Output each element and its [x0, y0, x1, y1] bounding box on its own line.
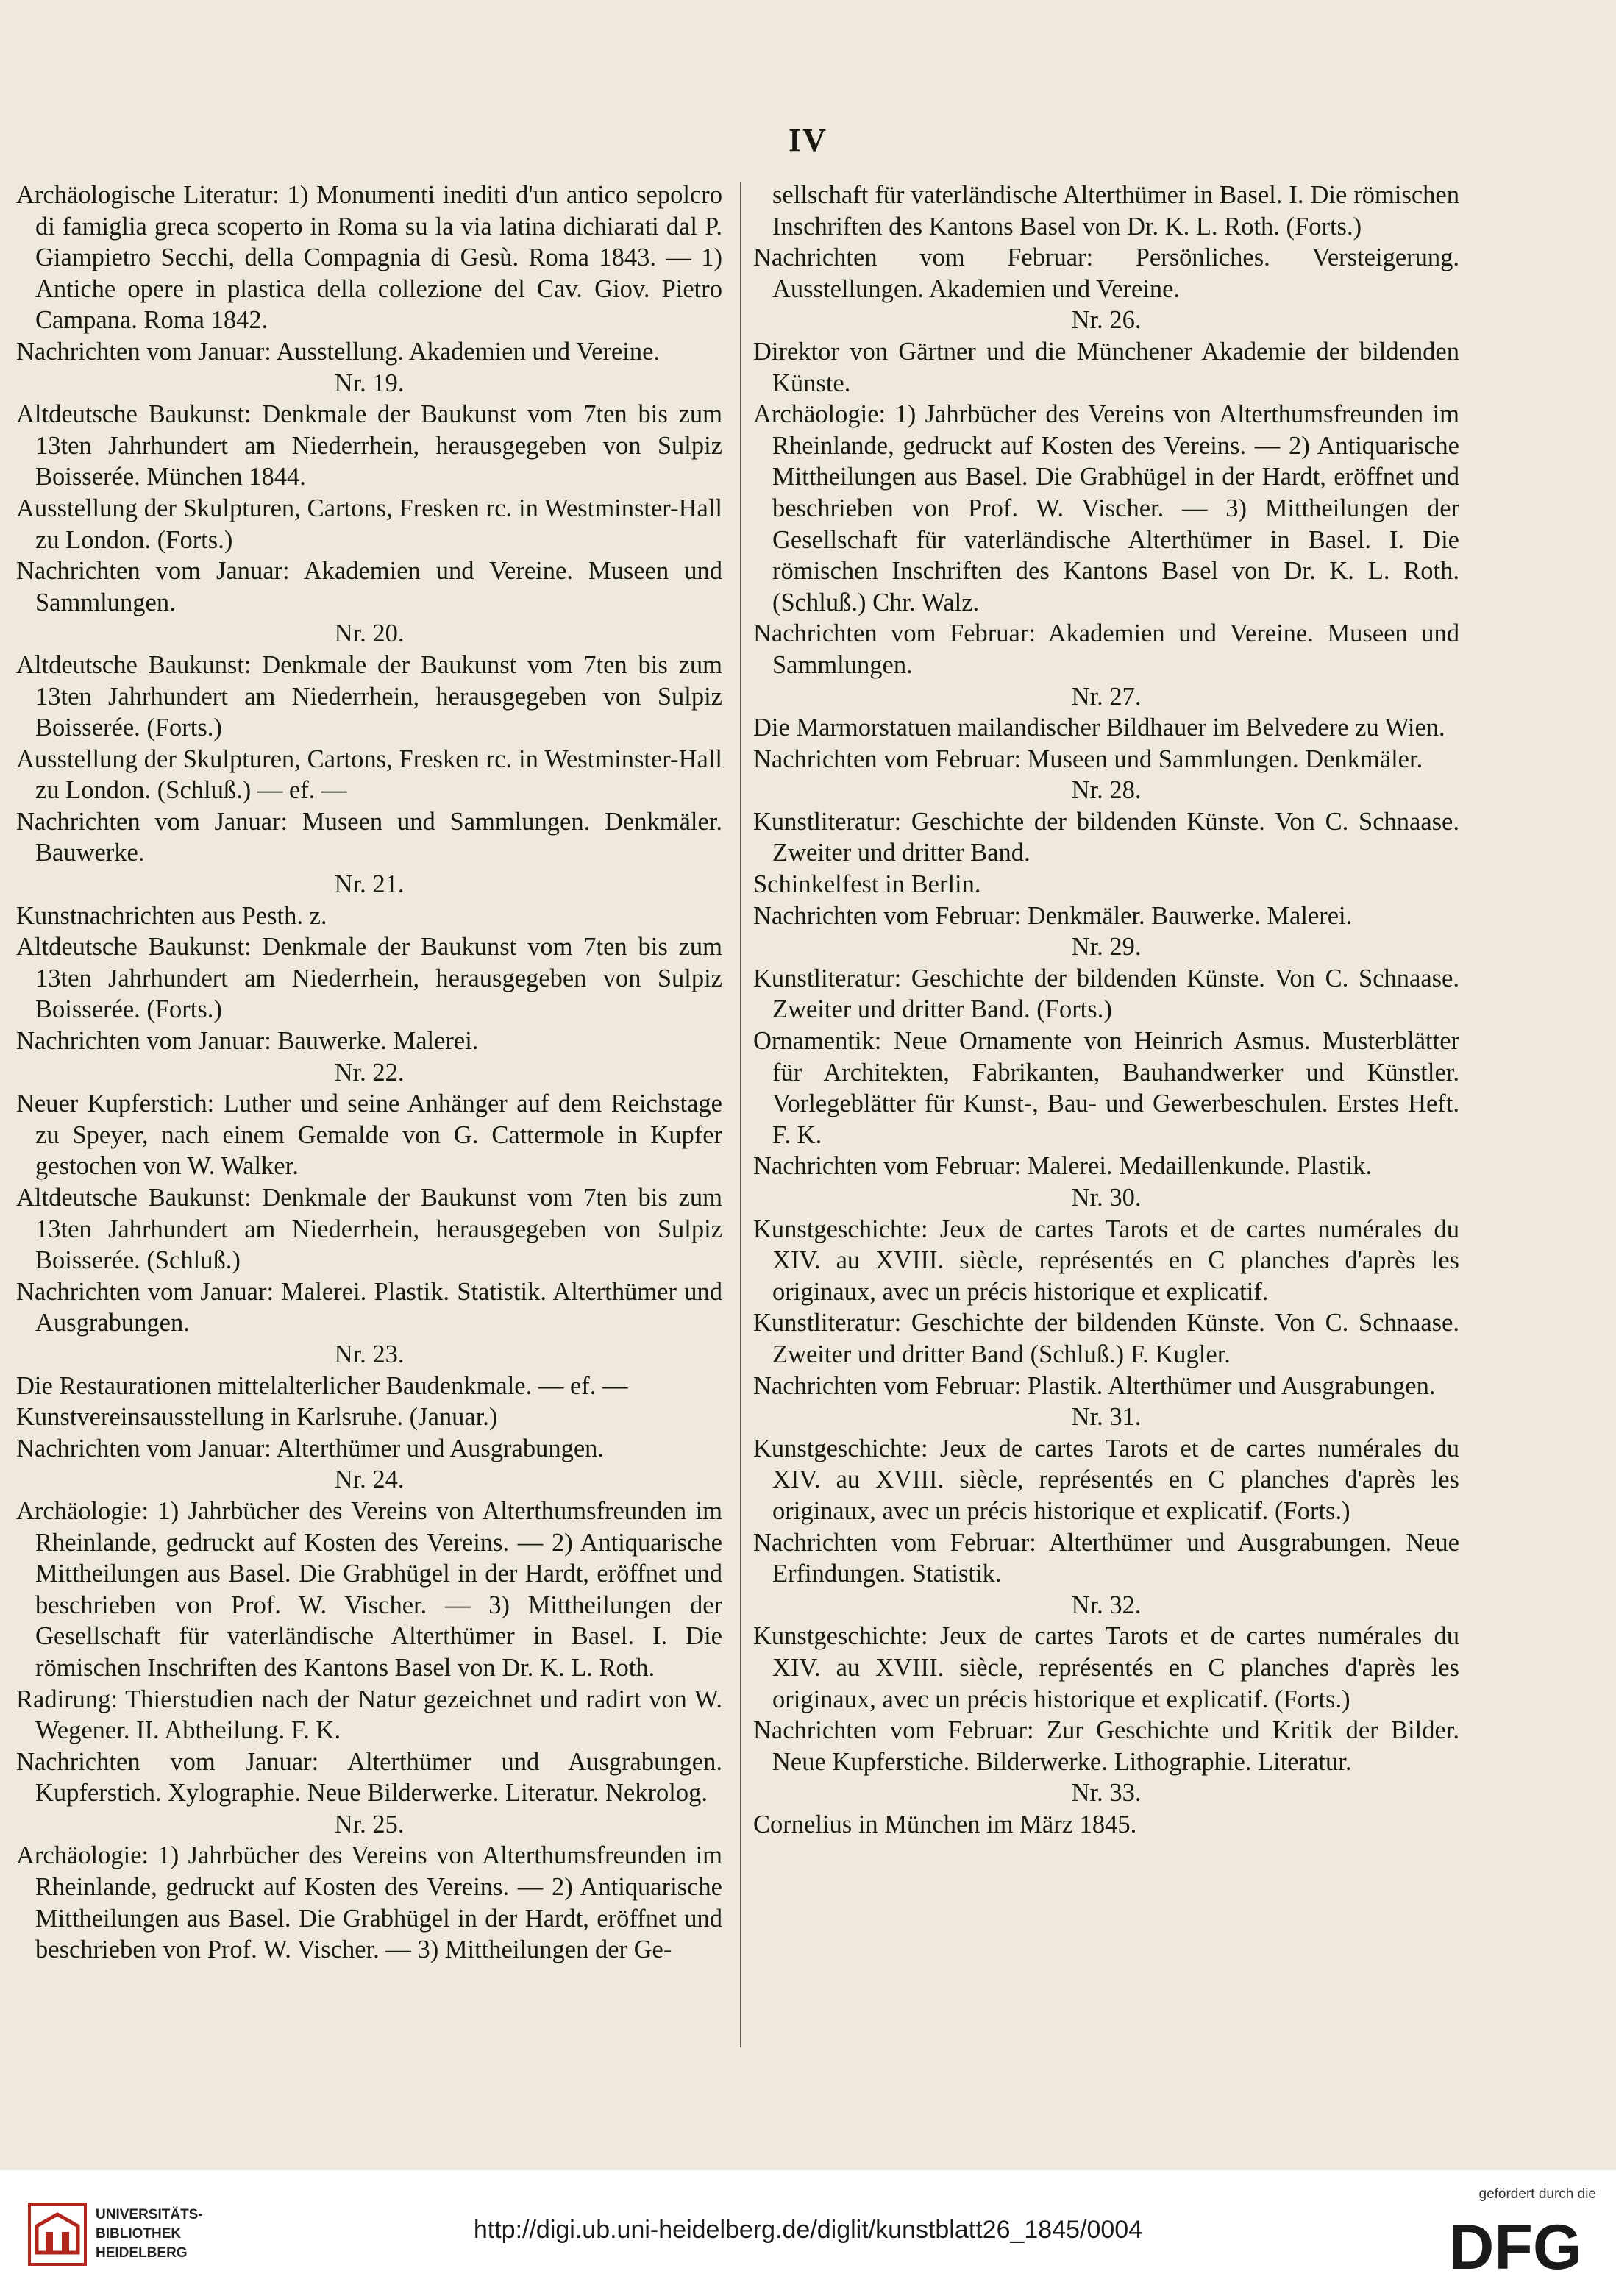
- contents-entry: Die Restaurationen mittelalterlicher Baudenkmale. — ef. —: [16, 1371, 628, 1400]
- logo-line-2: BIBLIOTHEK: [96, 2226, 182, 2242]
- contents-entry: Nachrichten vom Januar: Bauwerke. Malerei.: [16, 1027, 479, 1056]
- permalink-url[interactable]: http://digi.ub.uni-heidelberg.de/diglit/kunstblatt26_1845/0004: [473, 2216, 1143, 2244]
- contents-entry: Cornelius in München im März 1845.: [753, 1810, 1137, 1838]
- contents-entry: Kunstgeschichte: Jeux de cartes Tarots et de cartes numérales du XIV. au XVIII. siècle, représentés en C planches d'après les originaux, avec un précis historique et explicatif.: [753, 1215, 1459, 1306]
- dfg-logo[interactable]: [1434, 2207, 1596, 2281]
- contents-entry: Kunstliteratur: Geschichte der bildenden Künste. Von C. Schnaase. Zweiter und dritter Band (Schluß.) F. Kugler.: [753, 1309, 1459, 1368]
- contents-entry: Nachrichten vom Januar: Akademien und Vereine. Museen und Sammlungen.: [16, 557, 722, 616]
- contents-entry: sellschaft für vaterländische Alterthümer in Basel. I. Die römischen Inschriften des Kantons Basel von Dr. K. L. Roth. (Forts.): [772, 181, 1459, 241]
- contents-entry: Kunstgeschichte: Jeux de cartes Tarots et de cartes numérales du XIV. au XVIII. siècle, représentés en C planches d'après les originaux, avec un précis historique et explicatif. (Forts.): [753, 1622, 1459, 1713]
- contents-entry: Nachrichten vom Januar: Ausstellung. Akademien und Vereine.: [16, 337, 661, 366]
- issue-number-heading: Nr. 30.: [1071, 1184, 1142, 1212]
- contents-entry: Nachrichten vom Februar: Alterthümer und Ausgrabungen. Neue Erfindungen. Statistik.: [753, 1528, 1459, 1588]
- right-column: [753, 180, 1459, 1840]
- contents-entry: Ornamentik: Neue Ornamente von Heinrich Asmus. Musterblätter für Architekten, Fabrikanten, Bauhandwerker und Künstler. Vorlegeblätter für Kunst-, Bau- und Gewerbeschulen. Erstes Heft. F. K.: [753, 1027, 1459, 1149]
- logo-line-1: UNIVERSITÄTS-: [96, 2207, 203, 2222]
- issue-number-heading: Nr. 23.: [334, 1340, 405, 1368]
- contents-entry: Neuer Kupferstich: Luther und seine Anhänger auf dem Reichstage zu Speyer, nach einem Gemalde von G. Cattermole in Kupfer gestochen von W. Walker.: [16, 1090, 722, 1181]
- contents-entry: Altdeutsche Baukunst: Denkmale der Baukunst vom 7ten bis zum 13ten Jahrhundert am Niederrhein, herausgegeben von Sulpiz Boisserée. (Schluß.): [16, 1184, 722, 1275]
- contents-entry: Altdeutsche Baukunst: Denkmale der Baukunst vom 7ten bis zum 13ten Jahrhundert am Niederrhein, herausgegeben von Sulpiz Boisserée. München 1844.: [16, 400, 722, 491]
- contents-entry: Die Marmorstatuen mailandischer Bildhauer im Belvedere zu Wien.: [753, 714, 1445, 742]
- contents-entry: Direktor von Gärtner und die Münchener Akademie der bildenden Künste.: [753, 337, 1459, 397]
- contents-entry: Nachrichten vom Februar: Malerei. Medaillenkunde. Plastik.: [753, 1152, 1373, 1181]
- contents-entry: Altdeutsche Baukunst: Denkmale der Baukunst vom 7ten bis zum 13ten Jahrhundert am Niederrhein, herausgegeben von Sulpiz Boisserée. (Forts.): [16, 650, 722, 742]
- column-divider: [740, 182, 741, 2047]
- contents-entry: Kunstgeschichte: Jeux de cartes Tarots et de cartes numérales du XIV. au XVIII. siècle, représentés en C planches d'après les originaux, avec un précis historique et explicatif. (Forts.): [753, 1434, 1459, 1525]
- contents-entry: Ausstellung der Skulpturen, Cartons, Fresken rc. in Westminster-Hall zu London. (Schluß.) — ef. —: [16, 744, 722, 805]
- contents-entry: Nachrichten vom Februar: Zur Geschichte und Kritik der Bilder. Neue Kupferstiche. Bilderwerke. Lithographie. Literatur.: [753, 1716, 1459, 1776]
- contents-entry: Kunstliteratur: Geschichte der bildenden Künste. Von C. Schnaase. Zweiter und dritter Band. (Forts.): [753, 964, 1459, 1024]
- contents-entry: Nachrichten vom Januar: Alterthümer und Ausgrabungen. Kupferstich. Xylographie. Neue Bilderwerke. Literatur. Nekrolog.: [16, 1747, 722, 1808]
- issue-number-heading: Nr. 26.: [1071, 306, 1142, 335]
- contents-entry: Archäologie: 1) Jahrbücher des Vereins von Alterthumsfreunden im Rheinlande, gedruckt auf Kosten des Vereins. — 2) Antiquarische Mittheilungen aus Basel. Die Grabhügel in der Hardt, eröffnet und beschrieben von Prof. W. Vischer. — 3) Mittheilungen der Ge-: [16, 1841, 722, 1964]
- contents-entry: Archäologische Literatur: 1) Monumenti inediti d'un antico sepolcro di famiglia greca scoperto in Roma su la via latina dichiarati dal P. Giampietro Secchi, della Compagnia di Gesù. Roma 1843. — 1) Antiche opere in plastica della collezione del Cav. Giov. Pietro Campana. Roma 1842.: [16, 181, 722, 335]
- contents-entry: Kunstliteratur: Geschichte der bildenden Künste. Von C. Schnaase. Zweiter und dritter Band.: [753, 807, 1459, 867]
- contents-entry: Radirung: Thierstudien nach der Natur gezeichnet und radirt von W. Wegener. II. Abtheilung. F. K.: [16, 1685, 722, 1745]
- issue-number-heading: Nr. 19.: [334, 369, 405, 397]
- issue-number-heading: Nr. 33.: [1071, 1779, 1142, 1808]
- issue-number-heading: Nr. 29.: [1071, 933, 1142, 962]
- contents-entry: Nachrichten vom Januar: Alterthümer und Ausgrabungen.: [16, 1434, 605, 1462]
- dfg-logo-text: DFG: [1448, 2212, 1582, 2281]
- issue-number-heading: Nr. 32.: [1071, 1591, 1142, 1619]
- left-column: [16, 180, 722, 1966]
- funding-note: gefördert durch die: [1478, 2186, 1596, 2202]
- issue-number-heading: Nr. 21.: [334, 870, 405, 899]
- logo-line-3: HEIDELBERG: [96, 2245, 188, 2261]
- contents-entry: Nachrichten vom Februar: Museen und Sammlungen. Denkmäler.: [753, 744, 1423, 773]
- contents-entry: Altdeutsche Baukunst: Denkmale der Baukunst vom 7ten bis zum 13ten Jahrhundert am Niederrhein, herausgegeben von Sulpiz Boisserée. (Forts.): [16, 933, 722, 1024]
- contents-entry: Nachrichten vom Februar: Denkmäler. Bauwerke. Malerei.: [753, 901, 1353, 930]
- issue-number-heading: Nr. 22.: [334, 1058, 405, 1087]
- contents-entry: Nachrichten vom Januar: Museen und Sammlungen. Denkmäler. Bauwerke.: [16, 807, 722, 867]
- contents-entry: Nachrichten vom Januar: Malerei. Plastik. Statistik. Alterthümer und Ausgrabungen.: [16, 1277, 722, 1337]
- contents-entry: Kunstvereinsausstellung in Karlsruhe. (Januar.): [16, 1403, 498, 1432]
- contents-entry: Schinkelfest in Berlin.: [753, 870, 981, 899]
- footer-bar: [0, 2170, 1616, 2296]
- issue-number-heading: Nr. 20.: [334, 619, 405, 648]
- page-number: IV: [789, 122, 827, 158]
- issue-number-heading: Nr. 27.: [1071, 682, 1142, 711]
- contents-entry: Kunstnachrichten aus Pesth. z.: [16, 901, 327, 930]
- contents-entry: Archäologie: 1) Jahrbücher des Vereins von Alterthumsfreunden im Rheinlande, gedruckt auf Kosten des Vereins. — 2) Antiquarische Mittheilungen aus Basel. Die Grabhügel in der Hardt, eröffnet und beschrieben von Prof. W. Vischer. — 3) Mittheilungen der Gesellschaft für vaterländische Alterthümer in Basel. I. Die römischen Inschriften des Kantons Basel von Dr. K. L. Roth.: [16, 1496, 722, 1682]
- issue-number-heading: Nr. 25.: [334, 1810, 405, 1838]
- issue-number-heading: Nr. 24.: [334, 1465, 405, 1494]
- contents-entry: Archäologie: 1) Jahrbücher des Vereins von Alterthumsfreunden im Rheinlande, gedruckt auf Kosten des Vereins. — 2) Antiquarische Mittheilungen aus Basel. Die Grabhügel in der Hardt, eröffnet und beschrieben von Prof. W. Vischer. — 3) Mittheilungen der Gesellschaft für vaterländische Alterthümer in Basel. I. Die römischen Inschriften des Kantons Basel von Dr. K. L. Roth. (Schluß.) Chr. Walz.: [753, 400, 1459, 616]
- contents-entry: Nachrichten vom Februar: Akademien und Vereine. Museen und Sammlungen.: [753, 619, 1459, 679]
- issue-number-heading: Nr. 28.: [1071, 776, 1142, 805]
- contents-entry: Ausstellung der Skulpturen, Cartons, Fresken rc. in Westminster-Hall zu London. (Forts.): [16, 494, 722, 554]
- contents-entry: Nachrichten vom Februar: Plastik. Alterthümer und Ausgrabungen.: [753, 1371, 1436, 1400]
- contents-entry: Nachrichten vom Februar: Persönliches. Versteigerung. Ausstellungen. Akademien und Vereine.: [753, 244, 1459, 303]
- issue-number-heading: Nr. 31.: [1071, 1403, 1142, 1432]
